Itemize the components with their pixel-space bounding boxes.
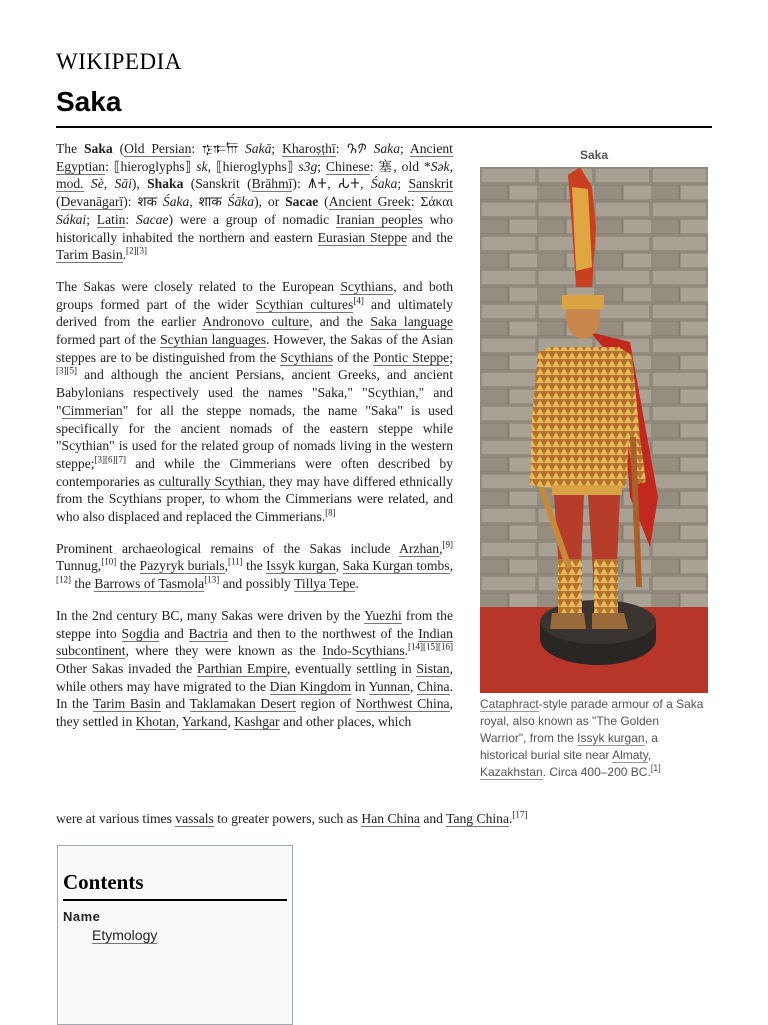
inline-link[interactable]: Saka language	[370, 314, 453, 330]
italic-term: Sakā	[244, 141, 272, 156]
italic-term: Sək	[430, 158, 450, 174]
text-run: and	[159, 625, 189, 641]
text-run: . In the	[56, 678, 454, 712]
text-run: (	[112, 141, 125, 156]
inline-link[interactable]: Indo-Scythians	[322, 643, 405, 659]
inline-link[interactable]: Han China	[361, 811, 420, 826]
text-run: ,	[335, 558, 343, 574]
page-title: Saka	[56, 86, 122, 117]
inline-link[interactable]: Barrows of Tasmola	[94, 576, 205, 592]
text-run: , where they were known as the	[125, 643, 323, 659]
inline-link[interactable]: Chinese	[325, 158, 370, 174]
italic-term: Śaka	[162, 194, 190, 210]
text-run: , eventually settling in	[287, 660, 417, 676]
text-run: ): शक	[123, 194, 163, 210]
inline-link[interactable]: Ancient Greek	[328, 194, 411, 210]
text-run: and	[160, 696, 190, 712]
text-run: ,	[449, 558, 453, 574]
italic-term: Sè	[90, 176, 104, 192]
inline-link[interactable]: Yuezhi	[364, 607, 402, 623]
inline-link[interactable]: Pontic Steppe	[373, 349, 450, 365]
text-run: ;	[317, 158, 326, 174]
text-run: ;	[86, 211, 97, 227]
infobox	[480, 148, 708, 781]
toc-item-name[interactable]: Name	[63, 908, 101, 924]
text-run: Tunnug,	[56, 558, 102, 574]
inline-link[interactable]: Pazyryk burials	[139, 558, 225, 574]
citation-ref[interactable]: [10]	[101, 556, 117, 567]
table-of-contents	[57, 845, 293, 1025]
article-body	[56, 140, 453, 745]
inline-link[interactable]: Tarim Basin	[56, 247, 123, 263]
text-run: (	[56, 194, 61, 210]
inline-link[interactable]: Khotan	[135, 714, 176, 730]
inline-link[interactable]: Eurasian Steppe	[317, 229, 408, 245]
citation-ref[interactable]: [2][3]	[126, 245, 148, 256]
text-run: (Sanskrit (	[183, 176, 252, 192]
inline-link[interactable]: Parthian Empire	[197, 660, 288, 676]
text-run: Other Sakas invaded the	[56, 660, 198, 676]
italic-term: Śāka	[227, 194, 255, 210]
text-run: and the	[407, 229, 453, 245]
text-run: ,	[103, 176, 115, 192]
text-run: .	[122, 247, 127, 263]
text-run: . However, the Sakas of the Asian steppes are to be distinguished from the	[56, 332, 454, 365]
text-run: of the	[333, 349, 374, 365]
bold-term: Shaka	[147, 176, 184, 192]
inline-link[interactable]: Saka Kurgan tombs	[342, 558, 450, 574]
toc-item-etymology[interactable]	[92, 927, 292, 943]
infobox-caption	[480, 696, 708, 781]
bold-term: Sacae	[285, 194, 319, 210]
text-run: the	[242, 558, 267, 574]
toc-divider	[63, 899, 287, 901]
inline-link[interactable]: Kharoṣṭhī	[282, 141, 336, 156]
inline-link[interactable]: Yarkand	[182, 714, 228, 730]
text-run: .	[355, 576, 359, 592]
wikipedia-logo[interactable]: WIKIPEDIA	[56, 49, 182, 74]
text-run: were at various times	[56, 811, 176, 826]
italic-term: sk	[196, 158, 208, 174]
citation-ref[interactable]: [9]	[442, 539, 453, 550]
inline-link[interactable]: China	[417, 678, 450, 694]
text-run: and ultimately derived from the earlier	[56, 296, 453, 330]
inline-link[interactable]: Sogdia	[121, 625, 160, 641]
text-run: ;	[397, 176, 409, 192]
inline-link[interactable]: Devanāgarī	[60, 194, 124, 210]
text-run: ),	[131, 176, 148, 192]
text-run: and other places, which	[279, 714, 412, 730]
paragraph-migrations	[56, 607, 453, 731]
text-run: who historically inhabited the northern and eastern	[56, 211, 453, 245]
inline-link[interactable]: Almaty	[612, 748, 648, 762]
text-run: .	[508, 811, 513, 826]
citation-ref[interactable]: [4]	[353, 295, 364, 306]
inline-link[interactable]: Issyk kurgan	[266, 558, 336, 574]
text-run: the	[116, 558, 140, 574]
inline-link[interactable]: Tarim Basin	[92, 696, 161, 712]
citation-ref[interactable]: [17]	[512, 809, 528, 820]
citation-ref[interactable]: [11]	[228, 556, 243, 567]
inline-link[interactable]: Sanskrit	[408, 176, 453, 192]
text-run: ,	[175, 714, 182, 730]
text-run: region of	[295, 696, 356, 712]
text-run: , they settled in	[56, 696, 453, 730]
text-run: ,	[227, 714, 235, 730]
text-run: (	[318, 194, 329, 210]
text-run: ;	[449, 349, 453, 365]
inline-link[interactable]: Cataphract	[480, 697, 539, 711]
inline-link[interactable]: Northwest China	[355, 696, 450, 712]
text-run: The	[56, 141, 84, 156]
text-run: , ⟦hieroglyphs⟧	[207, 158, 299, 174]
text-run: ,	[410, 678, 418, 694]
paragraph-relations	[56, 278, 453, 526]
text-run: ;	[400, 141, 410, 156]
text-run: and possibly	[219, 576, 295, 592]
text-run: , they may have differed ethnically from the Scythians proper, to whom the Cimmerians were related, and who also displaced and replaced the Cimmerians.	[56, 473, 453, 525]
citation-ref[interactable]: [12]	[56, 574, 71, 585]
citation-ref[interactable]: [14][15][16]	[408, 641, 453, 652]
citation-ref[interactable]: [3][5]	[56, 365, 77, 376]
inline-link[interactable]: Ancient Egyptian	[56, 141, 453, 174]
text-run: , a historical burial site near	[480, 731, 658, 762]
bold-term: Saka	[84, 141, 113, 156]
inline-link[interactable]: Dian Kingdom	[269, 678, 352, 694]
italic-term: Sákai	[56, 211, 87, 227]
inline-link[interactable]: Bactria	[188, 625, 228, 641]
text-run: from the steppe into	[56, 607, 453, 641]
inline-link[interactable]: Yunnan	[368, 678, 411, 694]
italic-term: s3g	[298, 158, 318, 174]
text-run: : 𐎿𐎣𐎠	[191, 141, 245, 156]
citation-ref[interactable]: [13]	[204, 574, 220, 585]
italic-term: Saka	[373, 141, 401, 156]
citation-ref[interactable]: [8]	[325, 507, 336, 518]
italic-term: Śaka	[370, 176, 398, 192]
inline-link[interactable]: Scythians	[340, 278, 394, 294]
inline-link[interactable]: Latin	[96, 211, 126, 227]
text-run: : 塞, old *	[369, 158, 431, 174]
text-run: ,	[449, 158, 453, 174]
citation-ref[interactable]: [3][6][7]	[94, 454, 126, 465]
paragraph-remains	[56, 540, 453, 593]
text-run: ,	[224, 558, 229, 574]
paragraph-intro	[56, 140, 453, 264]
inline-link[interactable]: Cimmerian	[61, 402, 123, 418]
text-run	[84, 176, 91, 191]
inline-link[interactable]: Taklamakan Desert	[189, 696, 296, 712]
text-run: Prominent archaeological remains of the Sakas include	[56, 540, 400, 556]
inline-link[interactable]: vassals	[175, 811, 214, 826]
toc-heading: Contents	[63, 870, 144, 894]
text-run: ;	[271, 141, 283, 156]
text-run: , and both groups formed part of the wider	[56, 278, 453, 312]
text-run: ) were a group of nomadic	[168, 211, 336, 227]
text-run: and	[419, 811, 447, 826]
text-run: : 𐨮𐨐	[335, 141, 374, 156]
text-run: ,	[439, 540, 443, 556]
inline-link[interactable]: Iranian peoples	[336, 211, 423, 227]
golden-warrior-image[interactable]	[480, 167, 708, 693]
inline-link[interactable]: Sistan	[416, 660, 450, 676]
title-divider	[56, 126, 712, 128]
text-run: ): 𑀰𑀓, 𑀲𑀓,	[292, 176, 371, 192]
inline-link[interactable]: Scythian cultures	[255, 296, 354, 312]
inline-link[interactable]: Scythian languages	[160, 332, 267, 348]
italic-term: Sacae	[136, 211, 169, 227]
inline-link[interactable]: Issyk kurgan	[577, 731, 645, 745]
text-run: and although the ancient Persians, ancient Greeks, and ancient Babylonians respectively used the names "Saka," "Scythian," and "	[56, 367, 453, 418]
text-run: .	[404, 643, 409, 659]
infobox-title: Saka	[579, 148, 609, 162]
text-run: , while others may have migrated to the	[56, 660, 453, 694]
text-run: and while the Cimmerians were often described by contemporaries as	[56, 455, 453, 489]
text-run: :	[125, 211, 137, 227]
text-run: -style parade armour of a Saka royal, also known as "The Golden Warrior", from the	[480, 697, 704, 745]
inline-link[interactable]: Brāhmī	[251, 176, 293, 192]
text-run: The Sakas were closely related to the European	[56, 278, 341, 294]
inline-link[interactable]: culturally Scythian	[158, 473, 263, 489]
text-run: In the 2nd century BC, many Sakas were driven by the	[56, 607, 365, 623]
inline-link[interactable]: Kazakhstan	[480, 765, 543, 779]
text-run: : ⟦hieroglyphs⟧	[105, 158, 197, 174]
text-run: to greater powers, such as	[213, 811, 362, 826]
inline-link[interactable]: Arzhan	[399, 540, 440, 556]
inline-link[interactable]: Tillya Tepe	[294, 576, 356, 592]
inline-link[interactable]: Old Persian	[124, 141, 192, 156]
text-run: : Σάκαι	[410, 194, 453, 210]
inline-link[interactable]: mod.	[56, 176, 84, 192]
text-run: ,	[647, 748, 652, 762]
italic-term: Sāi	[114, 176, 132, 192]
text-run: , शाक	[189, 194, 228, 210]
text-run: in	[351, 678, 369, 694]
inline-link[interactable]: Andronovo culture	[202, 314, 310, 330]
text-run: formed part of the	[56, 332, 161, 348]
paragraph-migrations-end	[56, 810, 656, 828]
text-run: and then to the northwest of the	[227, 625, 419, 641]
toc-item-etymology-label[interactable]: Etymology	[92, 926, 158, 943]
text-run: , and the	[309, 314, 371, 330]
text-run: the	[71, 576, 95, 592]
text-run: . Circa 400–200 BC.	[542, 765, 651, 779]
inline-link[interactable]: Kashgar	[234, 714, 280, 730]
inline-link[interactable]: Indian subcontinent	[56, 625, 453, 659]
text-run: ), or	[254, 194, 286, 210]
inline-link[interactable]: Tang China	[446, 811, 509, 826]
inline-link[interactable]: Scythians	[280, 349, 334, 365]
text-run: " for all the steppe nomads, the name "Saka" is used specifically for the ancient nomads of the eastern steppe while "Scythian" is used for the related group of nomads living in the western steppe;	[56, 402, 453, 471]
citation-ref[interactable]: [1]	[650, 763, 661, 773]
